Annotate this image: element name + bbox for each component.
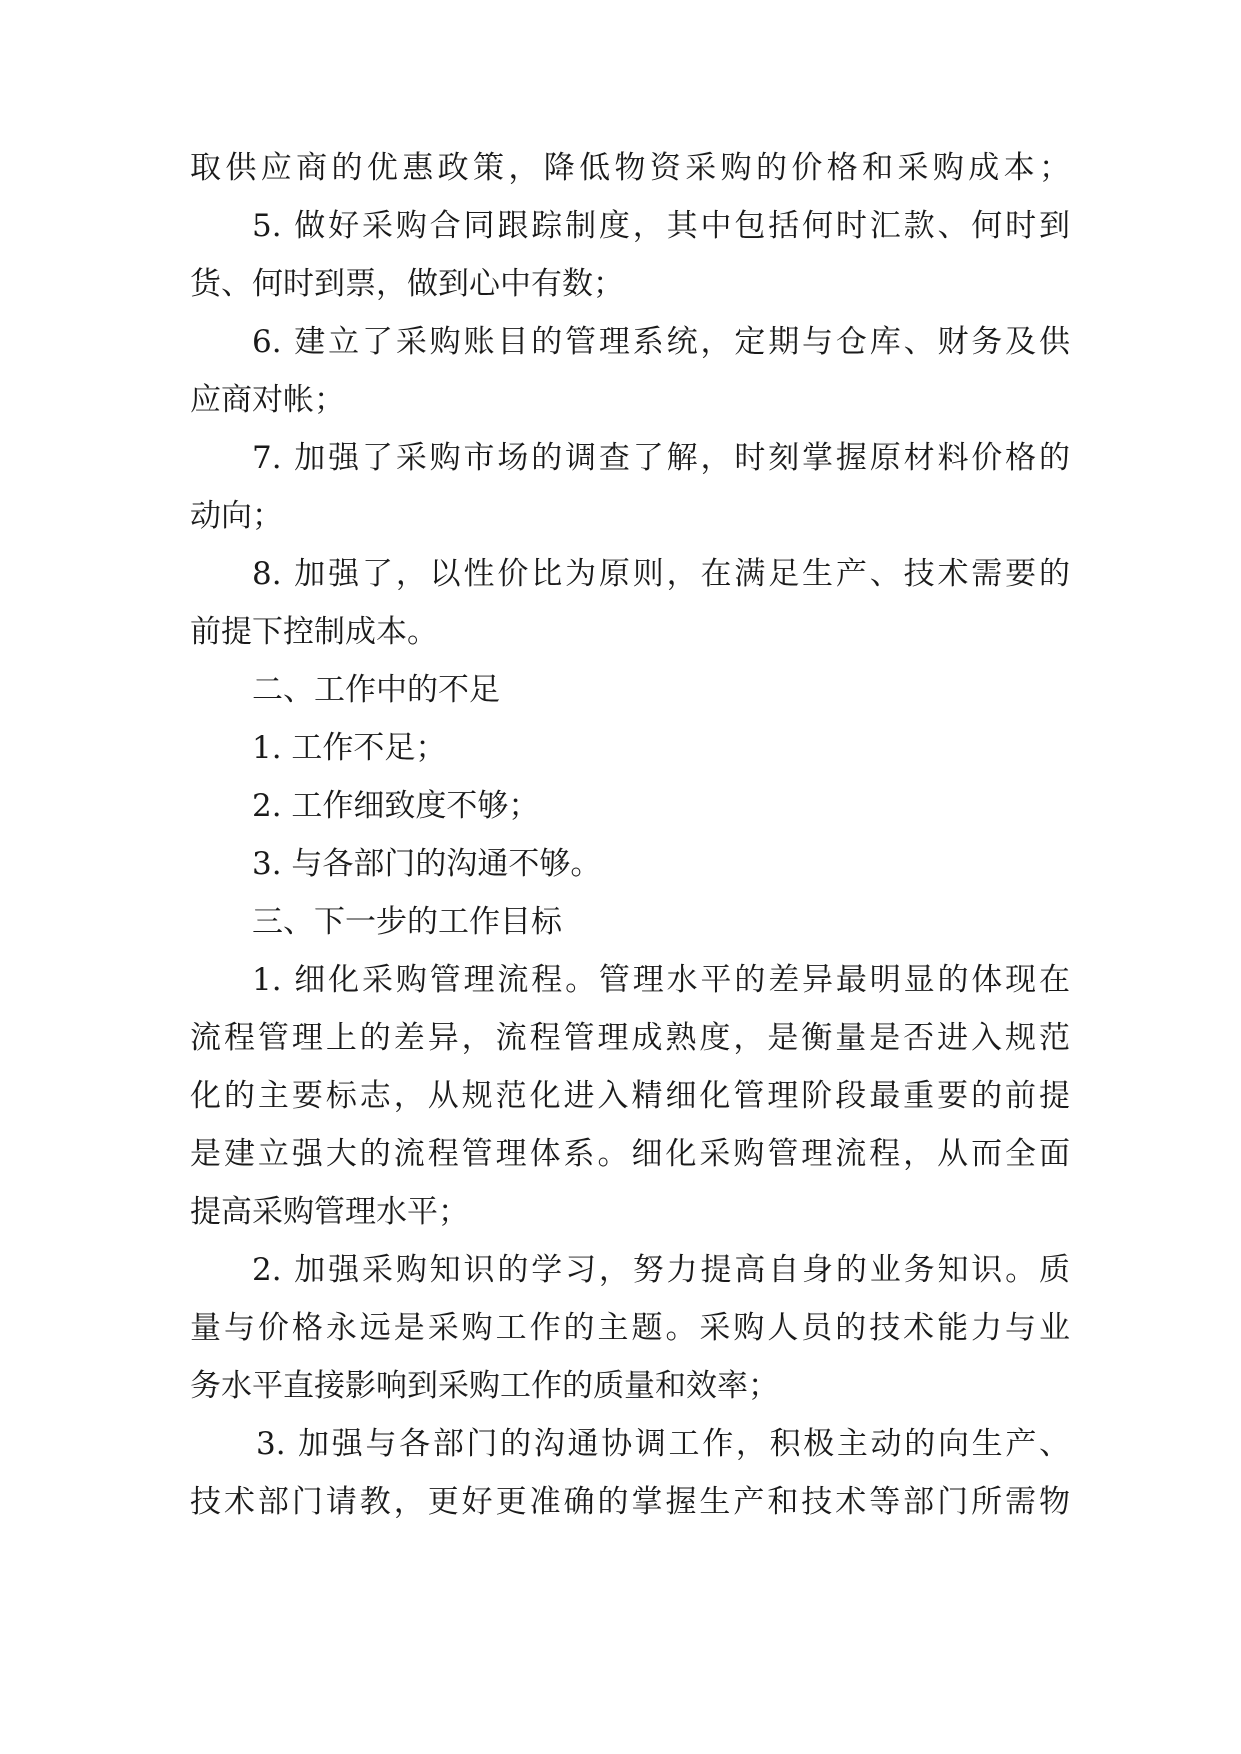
text-line: 是建立强大的流程管理体系。细化采购管理流程，从而全面 [190,1136,1070,1172]
text-line: 7. 加强了采购市场的调查了解，时刻掌握原材料价格的 [252,440,1070,476]
text-line: 前提下控制成本。 [190,614,438,650]
text-line: 提高采购管理水平； [190,1194,469,1230]
text-line: 技术部门请教，更好更准确的掌握生产和技术等部门所需物 [190,1484,1070,1520]
text-line: 5. 做好采购合同跟踪制度，其中包括何时汇款、何时到 [252,208,1070,244]
text-line: 货、何时到票，做到心中有数； [190,266,624,302]
text-line: 8. 加强了，以性价比为原则，在满足生产、技术需要的 [252,556,1070,592]
text-line: 1. 细化采购管理流程。管理水平的差异最明显的体现在 [252,962,1070,998]
text-line: 3. 加强与各部门的沟通协调工作，积极主动的向生产、 [256,1426,1070,1462]
text-line: 3. 与各部门的沟通不够。 [252,846,602,882]
text-line: 化的主要标志，从规范化进入精细化管理阶段最重要的前提 [190,1078,1070,1114]
text-line: 流程管理上的差异，流程管理成熟度，是衡量是否进入规范 [190,1020,1070,1056]
text-line: 务水平直接影响到采购工作的质量和效率； [190,1368,779,1404]
text-line: 应商对帐； [190,382,345,418]
text-line: 6. 建立了采购账目的管理系统，定期与仓库、财务及供 [252,324,1070,360]
section-heading: 二、工作中的不足 [252,672,500,708]
text-line: 2. 加强采购知识的学习，努力提高自身的业务知识。质 [252,1252,1070,1288]
text-line: 量与价格永远是采购工作的主题。采购人员的技术能力与业 [190,1310,1070,1346]
text-line: 取供应商的优惠政策，降低物资采购的价格和采购成本； [190,150,1070,186]
text-line: 2. 工作细致度不够； [252,788,540,824]
section-heading: 三、下一步的工作目标 [252,904,562,940]
text-line: 动向； [190,498,283,534]
text-line: 1. 工作不足； [252,730,447,766]
